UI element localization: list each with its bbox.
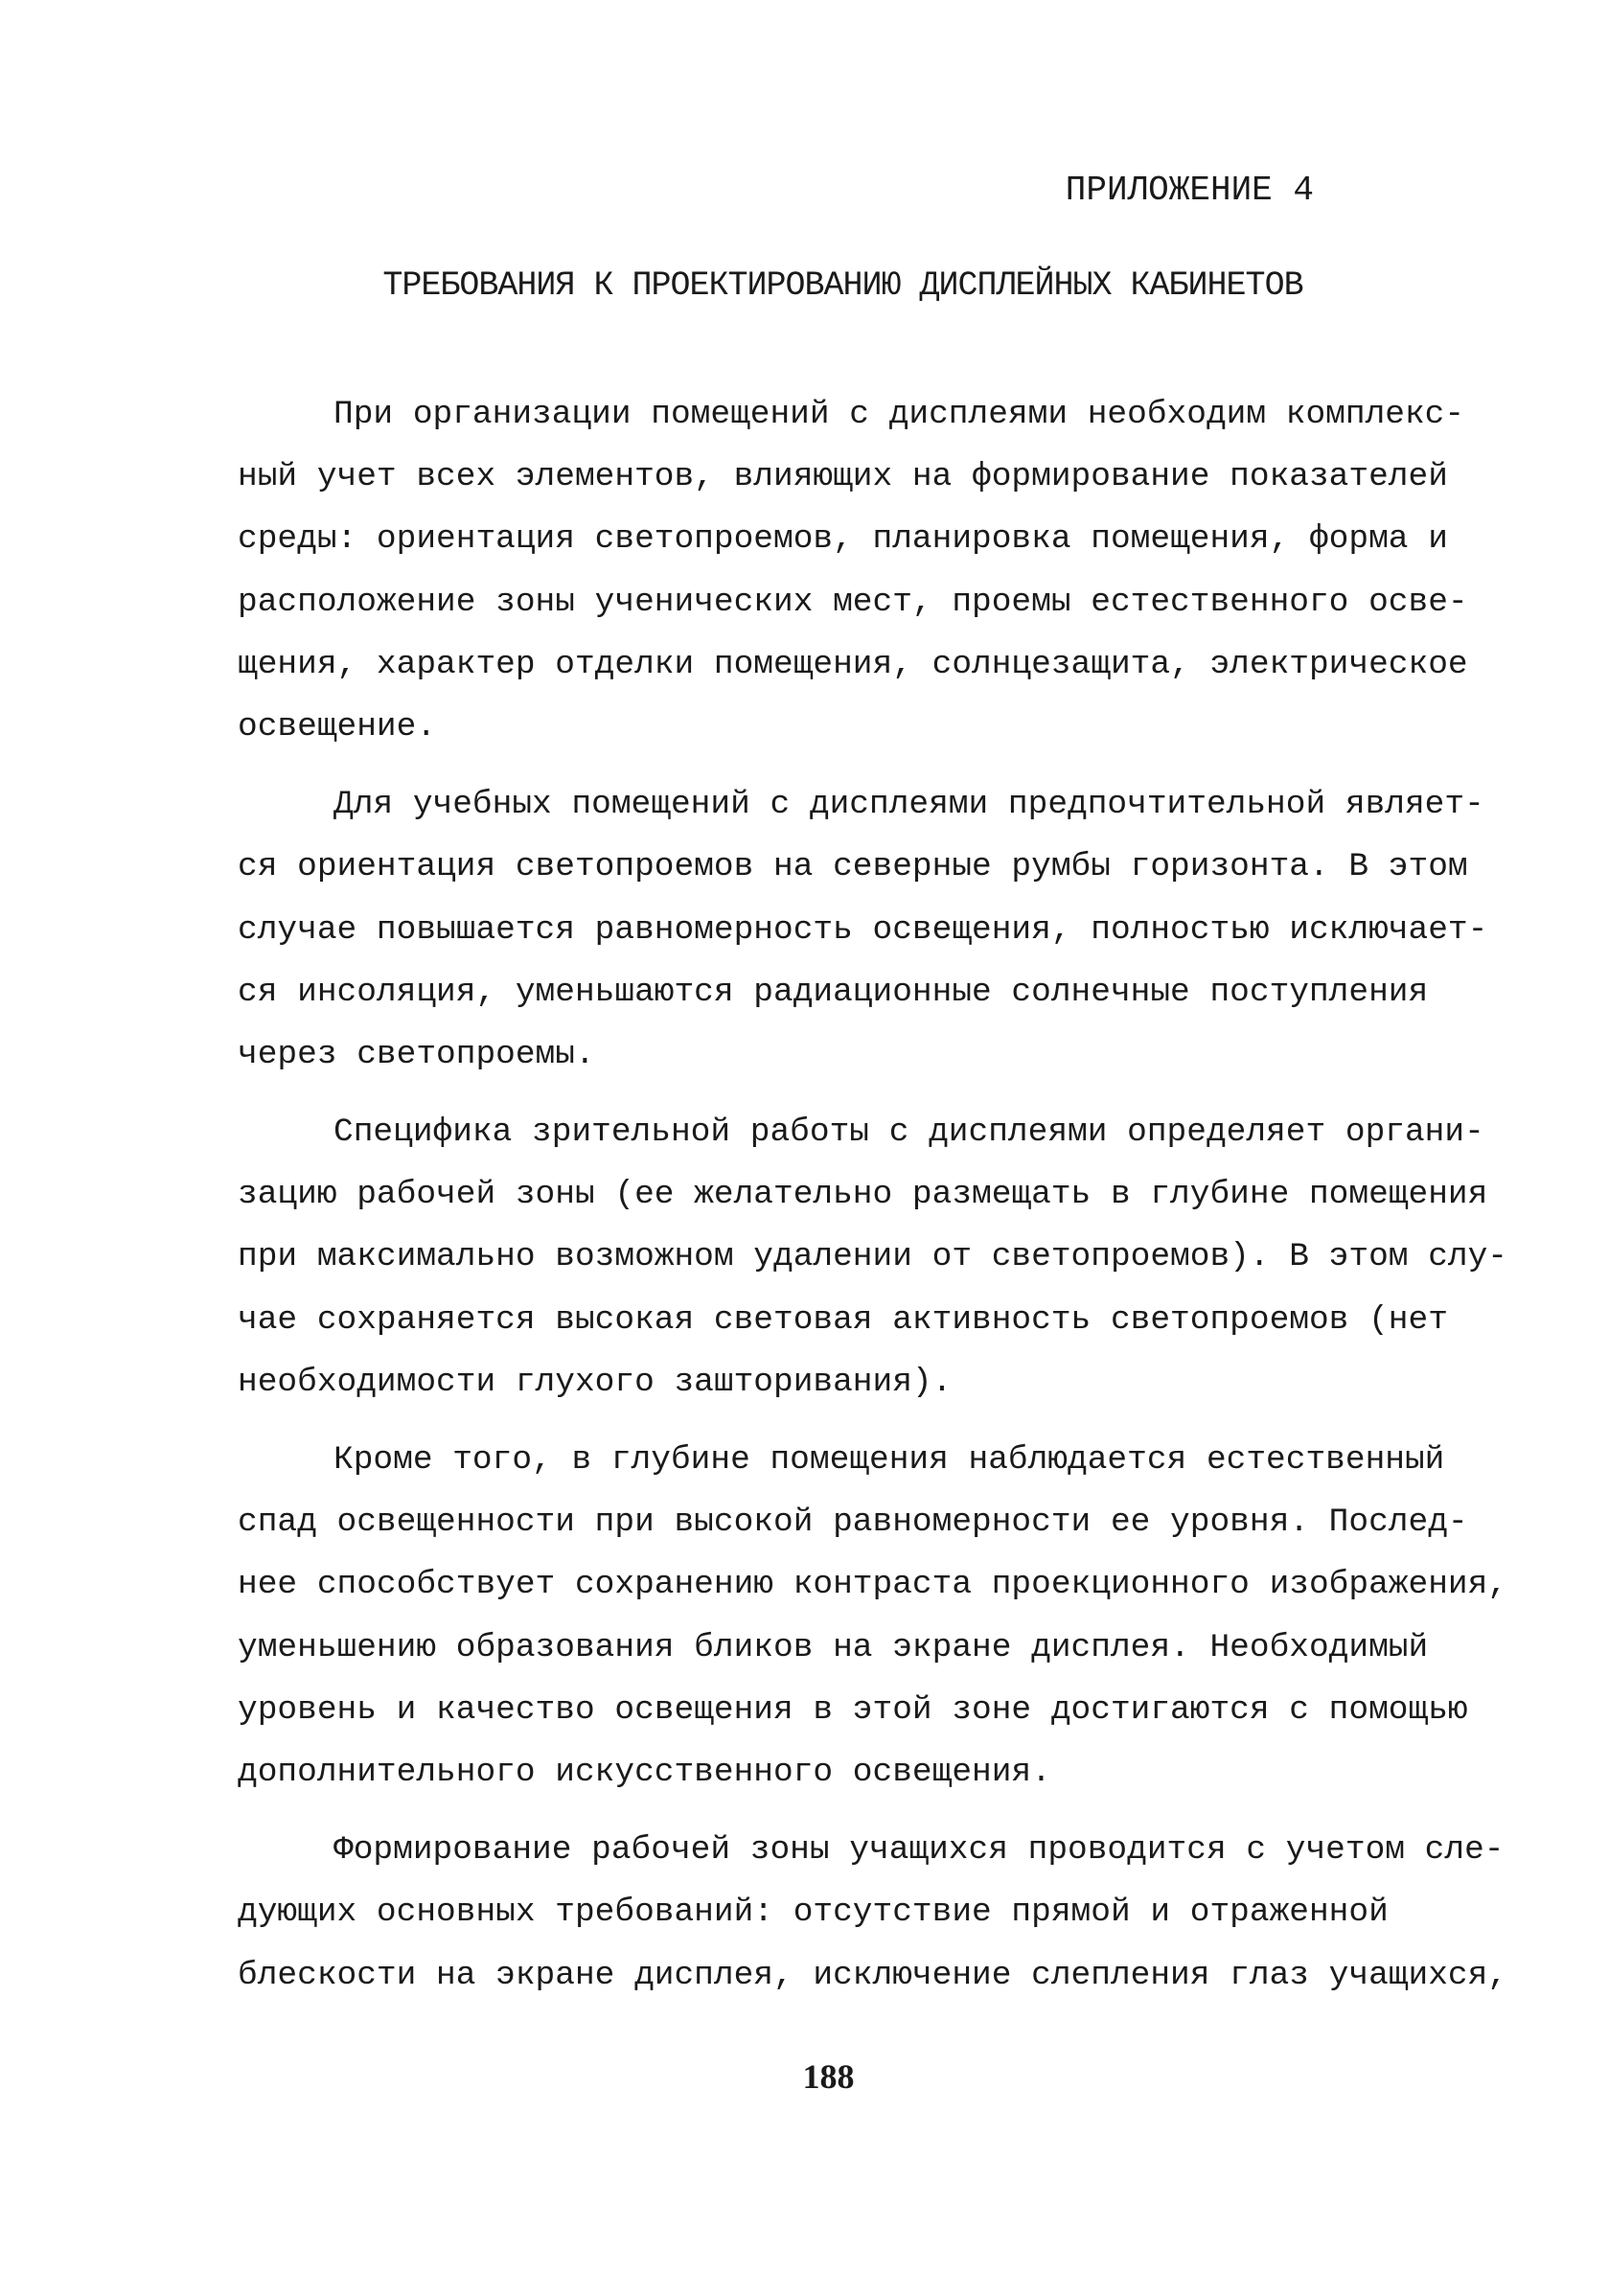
- paragraph-gap: [238, 1803, 1464, 1819]
- paragraph-3: [238, 1101, 1508, 1413]
- text-line: Формирование рабочей зоны учащихся проводится с учетом сле-: [333, 1831, 1505, 1870]
- appendix-label: ПРИЛОЖЕНИЕ 4: [1065, 171, 1314, 210]
- paragraph-4: [238, 1429, 1508, 1803]
- text-line: ся инсоляция, уменьшаются радиационные солнечные поступления: [238, 973, 1429, 1011]
- text-line: щения, характер отделки помещения, солнцезащита, электрическое: [238, 645, 1468, 683]
- text-line: зацию рабочей зоны (ее желательно размещать в глубине помещения: [238, 1176, 1488, 1214]
- text-line: Кроме того, в глубине помещения наблюдается естественный: [333, 1441, 1445, 1479]
- text-line: чае сохраняется высокая световая активность светопроемов (нет: [238, 1300, 1448, 1339]
- text-line: среды: ориентация светопроемов, планировка помещения, форма и: [238, 520, 1448, 559]
- text-line: уменьшению образования бликов на экране дисплея. Необходимый: [238, 1628, 1429, 1666]
- page-title: ТРЕБОВАНИЯ К ПРОЕКТИРОВАНИЮ ДИСПЛЕЙНЫХ КАБИНЕТОВ: [382, 266, 1303, 305]
- text-line: ный учет всех элементов, влияющих на формирование показателей: [238, 458, 1448, 496]
- text-line: ся ориентация светопроемов на северные румбы горизонта. В этом: [238, 848, 1468, 886]
- text-line: дующих основных требований: отсутствие прямой и отраженной: [238, 1894, 1389, 1932]
- text-line: блескости на экране дисплея, исключение слепления глаз учащихся,: [238, 1956, 1508, 1994]
- text-line: при максимально возможном удалении от светопроемов). В этом слу-: [238, 1238, 1508, 1276]
- paragraph-gap: [238, 1413, 1464, 1429]
- text-line: дополнительного искусственного освещения.: [238, 1753, 1051, 1791]
- paragraph-1: [238, 383, 1468, 758]
- text-line: через светопроемы.: [238, 1035, 595, 1073]
- paragraph-gap: [238, 1086, 1464, 1101]
- text-line: спад освещенности при высокой равномерности ее уровня. Послед-: [238, 1504, 1468, 1542]
- text-line: расположение зоны ученических мест, проемы естественного осве-: [238, 583, 1468, 621]
- paragraph-2: [238, 773, 1488, 1086]
- text-line: необходимости глухого зашторивания).: [238, 1363, 953, 1401]
- text-line: Для учебных помещений с дисплеями предпочтительной являет-: [333, 786, 1484, 824]
- body-text: [238, 383, 1508, 2007]
- text-line: уровень и качество освещения в этой зоне достигаются с помощью: [238, 1690, 1468, 1729]
- text-line: Специфика зрительной работы с дисплеями определяет органи-: [333, 1114, 1484, 1152]
- text-line: При организации помещений с дисплеями необходим комплекс-: [333, 396, 1465, 433]
- text-line: освещение.: [238, 707, 437, 746]
- paragraph-gap: [238, 758, 1464, 773]
- paragraph-5: [238, 1819, 1508, 2007]
- text-line: случае повышается равномерность освещения, полностью исключает-: [238, 910, 1488, 949]
- text-line: нее способствует сохранению контраста проекционного изображения,: [238, 1566, 1508, 1604]
- page-number: 188: [802, 2057, 855, 2096]
